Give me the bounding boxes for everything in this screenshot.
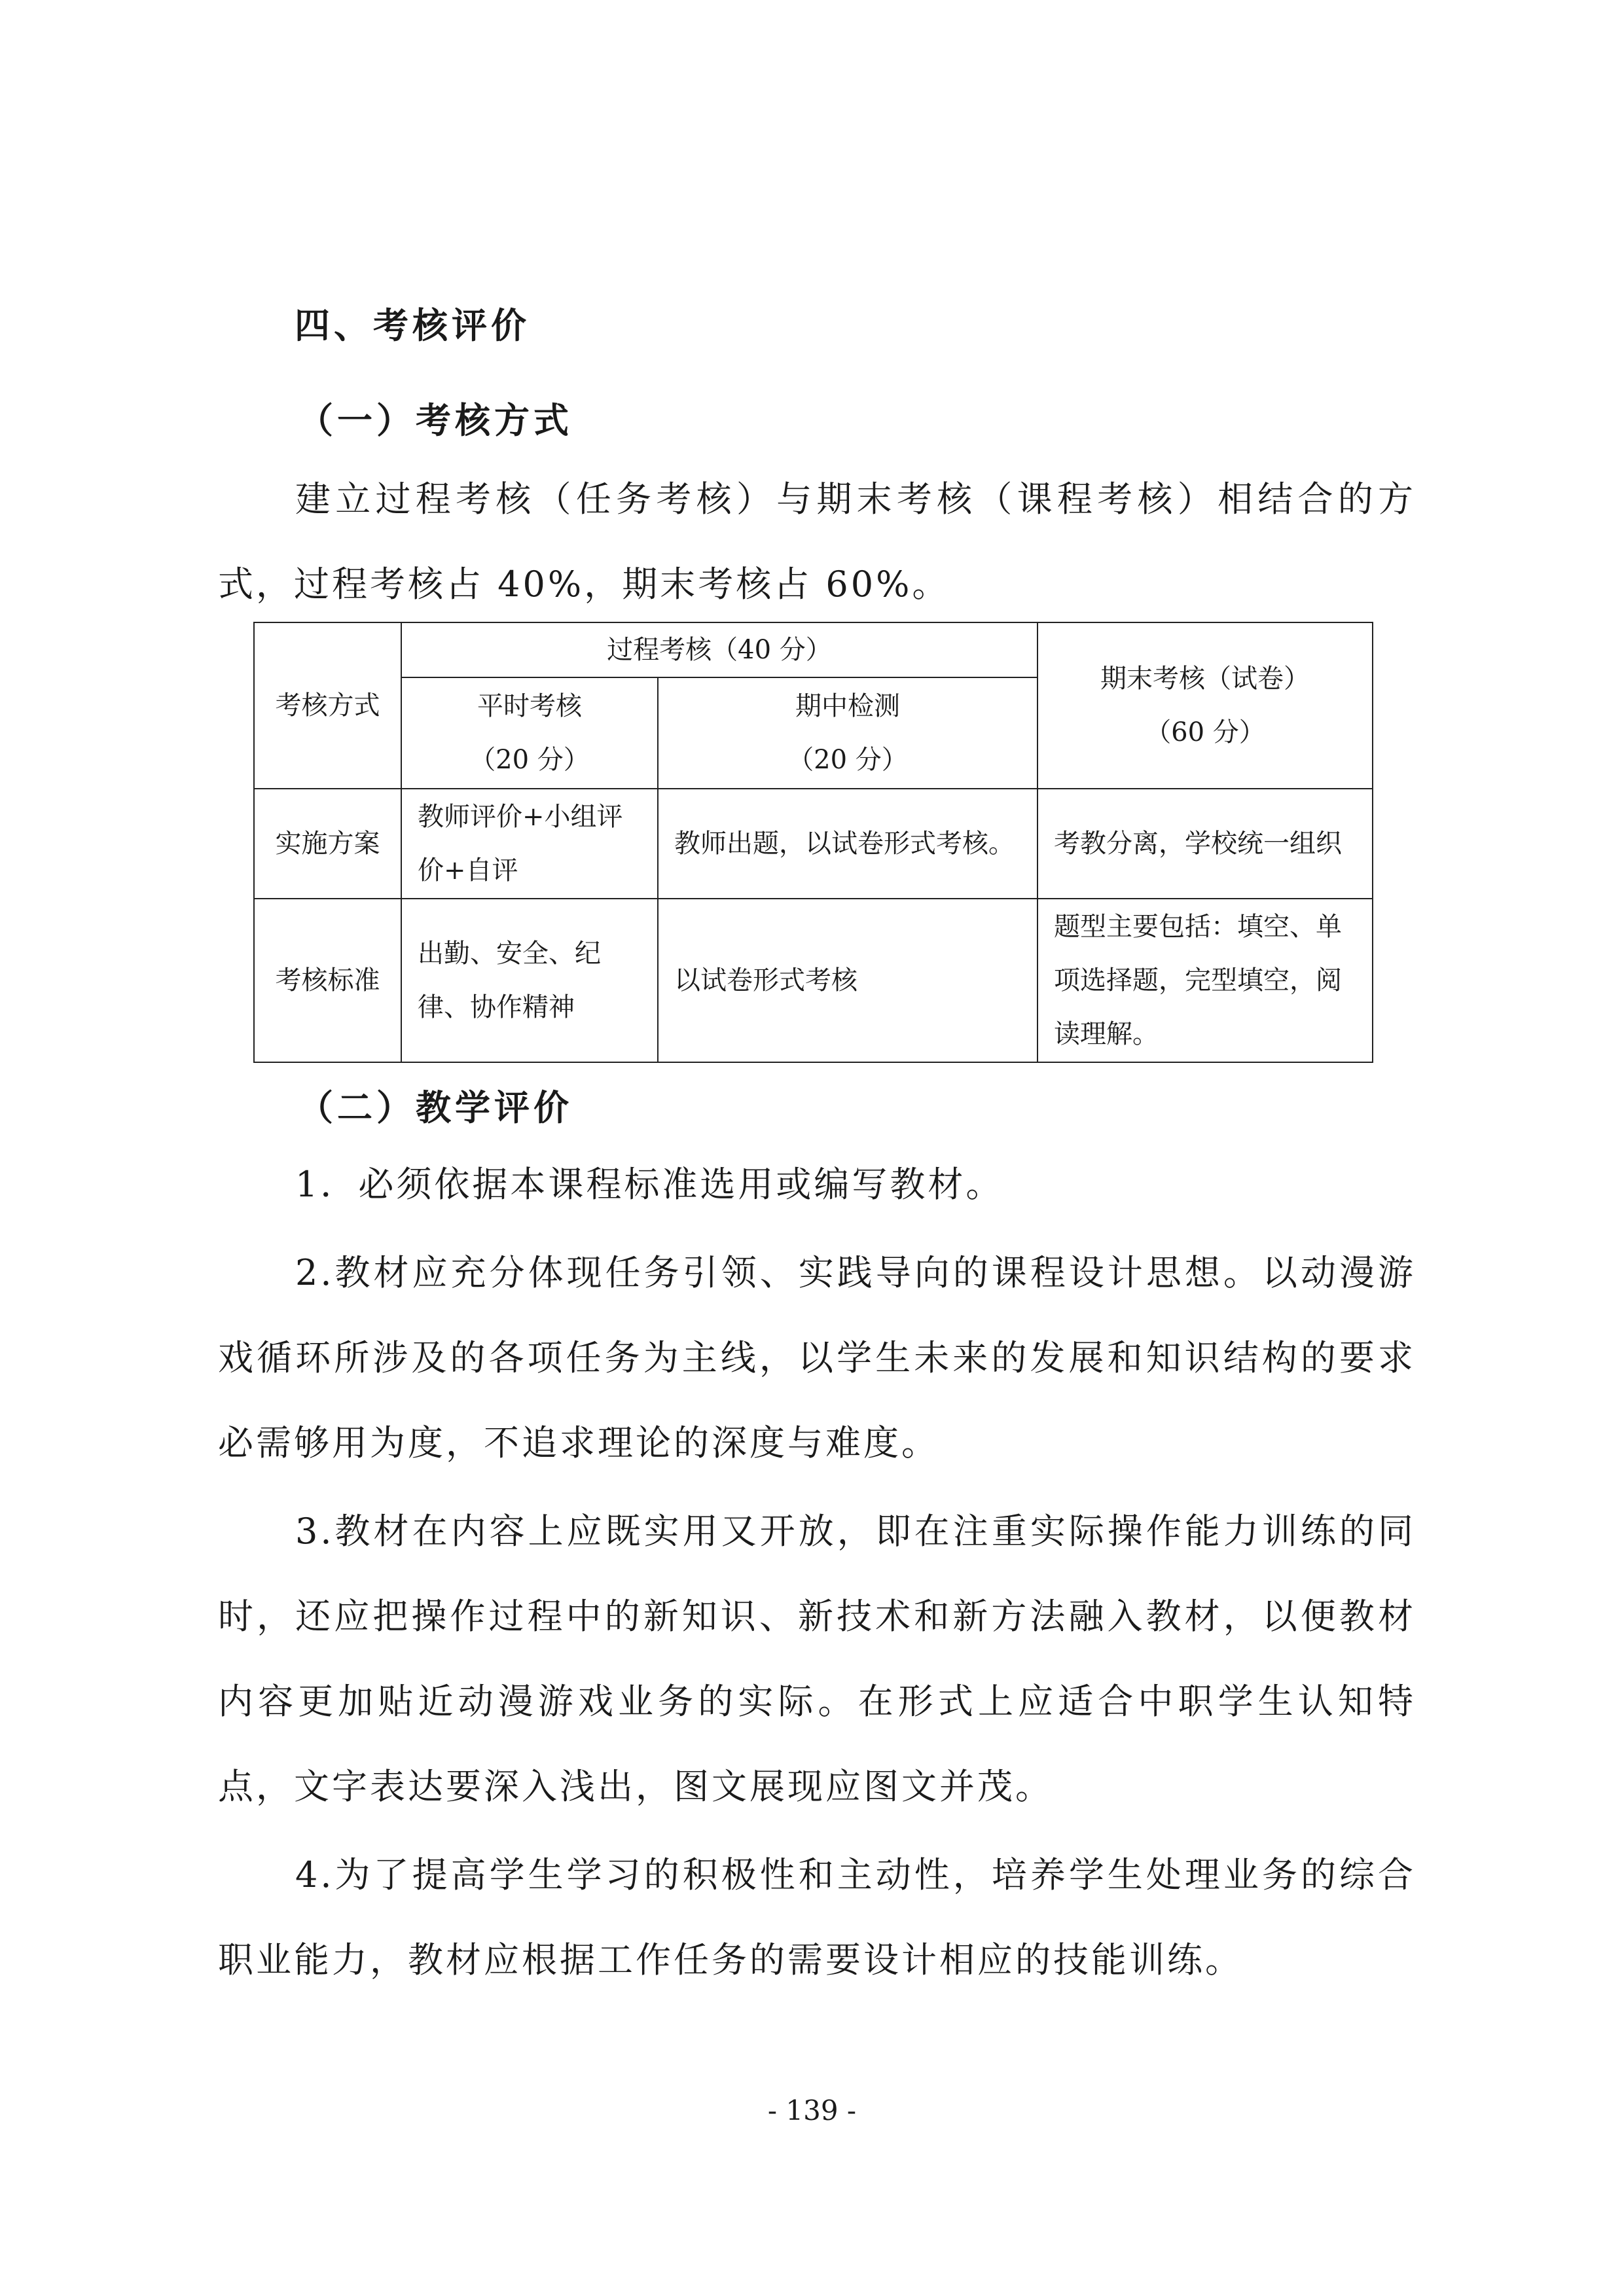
header-final-assessment — [1038, 622, 1373, 789]
header-midterm-score: （20 分） — [787, 745, 908, 775]
paragraph-3: 3.教材在内容上应既实用又开放，即在注重实际操作能力训练的同时，还应把操作过程中的新知识、新技术和新方法融入教材，以便教材内容更加贴近动漫游戏业务的实际。在形式上应适合中职学生认知特点，文字表达要深入浅出，图文展现应图文并茂。 — [218, 1511, 1416, 1807]
cell-implementation-regular: 教师评价+小组评价+自评 — [401, 789, 658, 899]
header-process-assessment: 过程考核（40 分） — [401, 622, 1038, 677]
cell-standard-final: 题型主要包括：填空、单项选择题，完型填空，阅读理解。 — [1038, 899, 1373, 1062]
subsection-title-teaching-evaluation: （二）教学评价 — [298, 1086, 573, 1128]
assessment-table — [253, 622, 1373, 1063]
header-method: 考核方式 — [254, 622, 401, 789]
row-label-implementation: 实施方案 — [254, 789, 401, 899]
table-row — [254, 789, 1373, 899]
cell-standard-midterm: 以试卷形式考核 — [658, 899, 1038, 1062]
row-label-standard: 考核标准 — [254, 899, 401, 1062]
paragraph-2: 2.教材应充分体现任务引领、实践导向的课程设计思想。以动漫游戏循环所涉及的各项任务为主线，以学生未来的发展和知识结构的要求必需够用为度，不追求理论的深度与难度。 — [218, 1252, 1416, 1463]
paragraph-1: 1．必须依据本课程标准选用或编写教材。 — [295, 1164, 1004, 1205]
section-title: 四、考核评价 — [295, 304, 530, 346]
intro-paragraph: 建立过程考核（任务考核）与期末考核（课程考核）相结合的方式，过程考核占 40%，期末考核占 60%。 — [218, 478, 1416, 605]
paragraph-4: 4.为了提高学生学习的积极性和主动性，培养学生处理业务的综合职业能力，教材应根据工作任务的需要设计相应的技能训练。 — [218, 1854, 1416, 1981]
cell-implementation-final: 考教分离，学校统一组织 — [1038, 789, 1373, 899]
cell-standard-regular: 出勤、安全、纪律、协作精神 — [401, 899, 658, 1062]
header-regular-label: 平时考核 — [477, 691, 582, 721]
header-midterm-label: 期中检测 — [795, 691, 900, 721]
header-regular-assessment — [401, 677, 658, 789]
table-row — [254, 899, 1373, 1062]
cell-implementation-midterm: 教师出题，以试卷形式考核。 — [658, 789, 1038, 899]
header-midterm-test — [658, 677, 1038, 789]
subsection-title-assessment-method: （一）考核方式 — [298, 399, 573, 441]
header-final-score: （60 分） — [1145, 717, 1265, 747]
header-regular-score: （20 分） — [469, 745, 590, 775]
header-final-label: 期末考核（试卷） — [1100, 664, 1310, 694]
page-number: - 139 - — [767, 2094, 857, 2126]
